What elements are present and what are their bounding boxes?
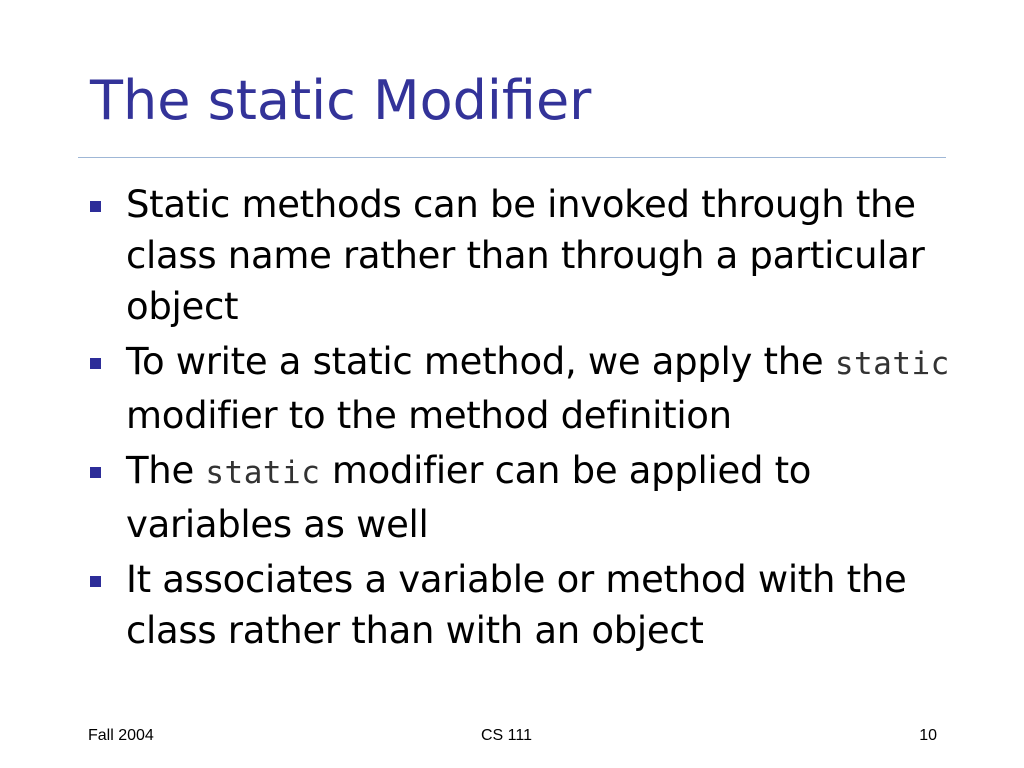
- bullet-text: It associates a variable or method with the class rather than with an object: [126, 558, 907, 652]
- bullet-item: [90, 336, 950, 441]
- bullet-text-before: The: [126, 449, 194, 492]
- bullet-item: [90, 445, 950, 550]
- title-divider: [78, 157, 946, 158]
- square-bullet-icon: [90, 201, 101, 212]
- slide-title: The static Modifier: [90, 69, 592, 132]
- bullet-item: [90, 554, 950, 656]
- bullet-text-after: modifier can be applied to variables as well: [126, 449, 812, 546]
- square-bullet-icon: [90, 576, 101, 587]
- square-bullet-icon: [90, 358, 101, 369]
- footer-page-number: 10: [919, 727, 937, 744]
- bullet-text-after: modifier to the method definition: [126, 394, 732, 437]
- footer-date: Fall 2004: [88, 727, 154, 744]
- bullet-item: [90, 179, 950, 332]
- code-keyword: static: [834, 346, 950, 382]
- bullet-text-before: To write a static method, we apply the: [126, 340, 824, 383]
- code-keyword: static: [205, 455, 321, 491]
- bullet-list: [90, 179, 950, 660]
- footer-course: CS 111: [481, 727, 532, 744]
- bullet-text: Static methods can be invoked through the class name rather than through a particular object: [126, 183, 925, 328]
- square-bullet-icon: [90, 467, 101, 478]
